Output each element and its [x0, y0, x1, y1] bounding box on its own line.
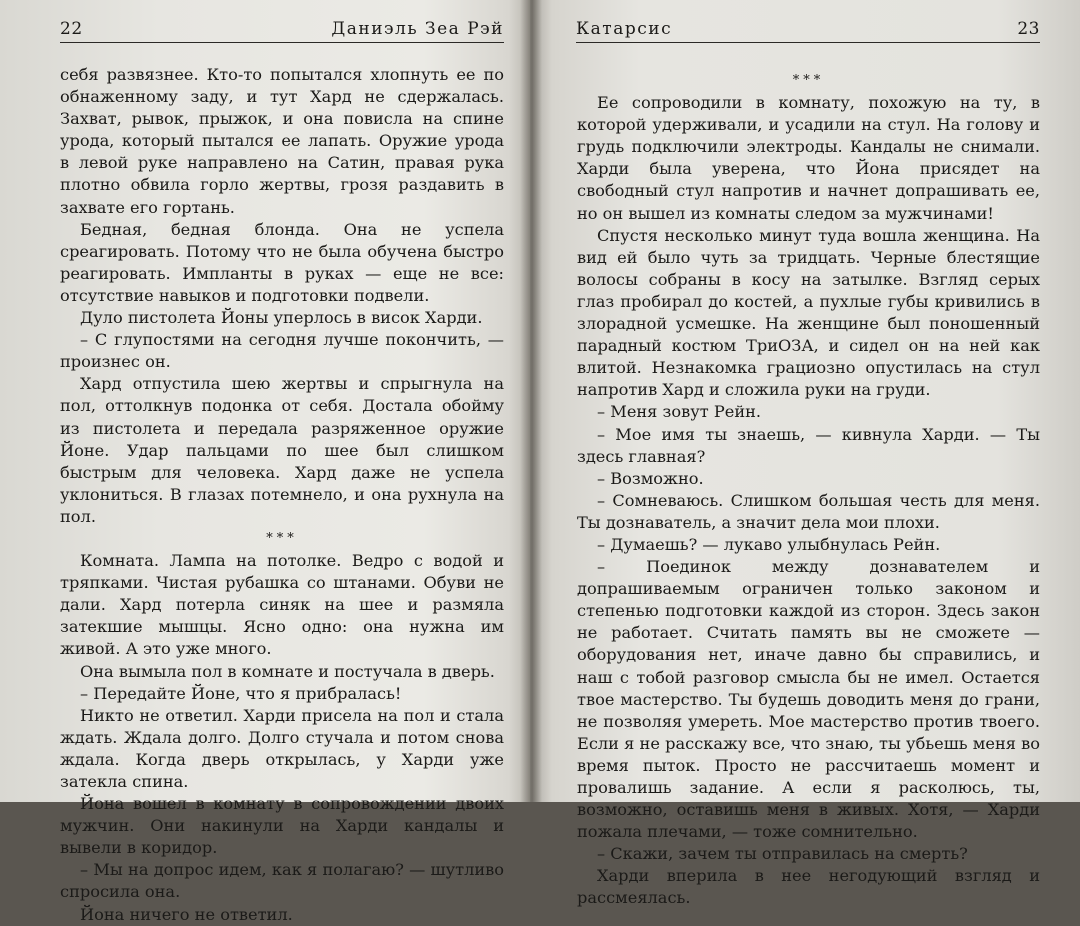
paragraph: – Думаешь? — лукаво улыбнулась Рейн. — [597, 534, 941, 554]
right-page-body — [577, 70, 1040, 910]
right-page-number: 23 — [1017, 19, 1040, 39]
paragraph: Дуло пистолета Йоны уперлось в висок Харди. — [80, 308, 483, 328]
left-page — [0, 0, 530, 924]
paragraph: – Поединок между дознавателем и допрашиваемым ограничен только законом и степенью подготовки каждой из сторон. Здесь закон не работает. Считать память вы не сможете — оборудования нет, иначе давно бы справились, и наш с тобой разговор смысла бы не имел. Остается твое мастерство. Ты будешь доводить меня до грани, не позволяя умереть. Мое мастерство против твоего. Если я не расскажу все, что знаю, ты убьешь меня во время пыток. Просто не рассчитаешь момент и провалишь задание. А если я расколюсь, ты, возможно, оставишь меня в живых. Хотя, — Харди пожала плечами, — тоже сомнительно. — [577, 557, 1040, 842]
paragraph: себя развязнее. Кто-то попытался хлопнуть ее по обнаженному заду, и тут Хард не сдержалась. Захват, рывок, прыжок, и она повисла на спине урода, который пытался ее лапать. Оружие урода в левой руке направлено на Сатин, правая рука плотно обвила горло жертвы, грозя раздавить в захвате его гортань. — [60, 65, 504, 217]
paragraph: – Мы на допрос идем, как я полагаю? — шутливо спросила она. — [60, 860, 504, 902]
paragraph: – Скажи, зачем ты отправилась на смерть? — [597, 844, 968, 864]
paragraph: Спустя несколько минут туда вошла женщина. На вид ей было чуть за тридцать. Черные блестящие волосы собраны в косу на затылке. Взгляд серых глаз пробирал до костей, а пухлые губы кривились в злорадной усмешке. На женщине был поношенный парадный костюм ТриОЗА, и сидел он на ней как влитой. Незнакомка грациозно опустилась на стул напротив Хард и сложила руки на груди. — [577, 225, 1040, 400]
paragraph: Бедная, бедная блонда. Она не успела среагировать. Потому что не была обучена быстро реагировать. Импланты в руках — еще не все: отсутствие навыков и подготовки подвели. — [60, 219, 504, 305]
paragraph: – С глупостями на сегодня лучше покончить, — произнес он. — [60, 330, 504, 372]
right-running-title: Катарсис — [576, 19, 673, 39]
left-running-title: Даниэль Зеа Рэй — [331, 19, 504, 39]
paragraph: – Возможно. — [597, 468, 704, 488]
paragraph: Она вымыла пол в комнате и постучала в дверь. — [80, 661, 495, 681]
paragraph: Йона вошел в комнату в сопровождении двоих мужчин. Они накинули на Харди кандалы и вывели в коридор. — [60, 794, 504, 858]
right-page — [530, 0, 1080, 908]
left-page-header — [60, 12, 504, 43]
paragraph: – Меня зовут Рейн. — [597, 402, 762, 422]
paragraph: – Сомневаюсь. Слишком большая честь для меня. Ты дознаватель, а значит дела мои плохи. — [577, 490, 1040, 532]
paragraph: Никто не ответил. Харди присела на пол и стала ждать. Ждала долго. Долго стучала и потом снова ждала. Когда дверь открылась, у Харди уже затекла спина. — [60, 705, 504, 791]
left-page-body — [60, 64, 504, 926]
paragraph: Йона ничего не ответил. — [80, 904, 293, 924]
right-page-header — [576, 12, 1040, 43]
paragraph: Хард отпустила шею жертвы и спрыгнула на пол, оттолкнув подонка от себя. Достала обойму из пистолета и передала разряженное оружие Йоне. Удар пальцами по шее был слишком быстрым для человека. Хард даже не успела уклониться. В глазах потемнело, и она рухнула на пол. — [60, 374, 504, 526]
section-separator: *** — [266, 530, 298, 546]
left-page-number: 22 — [60, 19, 83, 39]
section-separator: *** — [792, 73, 825, 88]
paragraph: Харди вперила в нее негодующий взгляд и рассмеялась. — [577, 866, 1040, 908]
paragraph: Ее сопроводили в комнату, похожую на ту, в которой удерживали, и усадили на стул. На голову и грудь подключили электроды. Кандалы не снимали. Харди была уверена, что Йона присядет на свободный стул напротив и начнет допрашивать ее, но он вышел из комнаты следом за мужчинами! — [577, 93, 1040, 223]
paragraph: Комната. Лампа на потолке. Ведро с водой и тряпками. Чистая рубашка со штанами. Обуви не дали. Хард потерла синяк на шее и размяла затекшие мышцы. Ясно одно: она нужна им живой. А это уже много. — [60, 551, 504, 659]
paragraph: – Передайте Йоне, что я прибралась! — [80, 683, 402, 703]
paragraph: – Мое имя ты знаешь, — кивнула Харди. — Ты здесь главная? — [577, 424, 1040, 466]
